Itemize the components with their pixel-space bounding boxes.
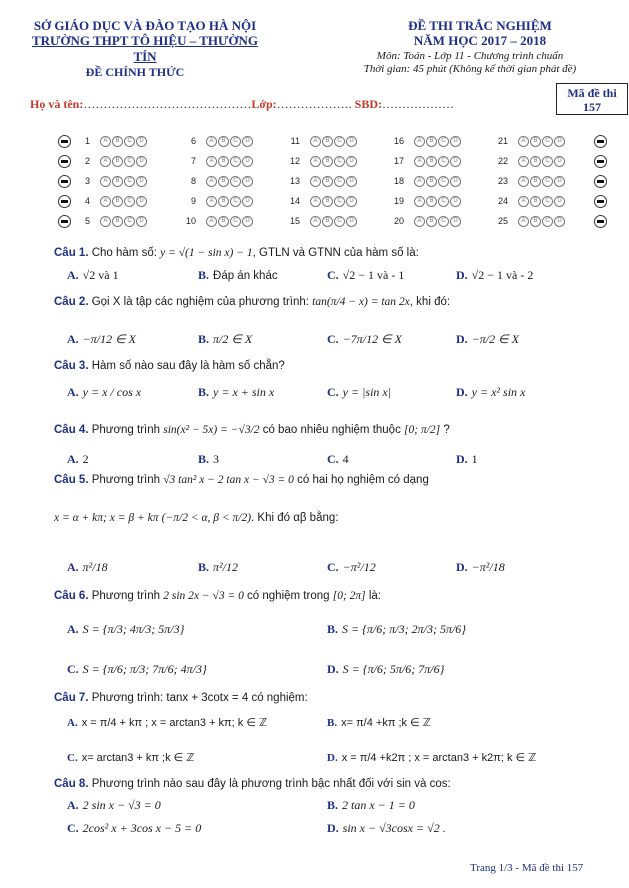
q3-option-a[interactable]: A. y = x / cos x [67, 385, 142, 399]
answer-bubble-c[interactable]: C [124, 196, 135, 207]
timing-mark-icon [594, 175, 607, 188]
answer-bubble-c[interactable]: C [542, 216, 553, 227]
answer-bubble-d[interactable]: D [136, 176, 147, 187]
answer-bubble-c[interactable]: C [438, 216, 449, 227]
answer-bubble-b[interactable]: B [218, 216, 229, 227]
q2-option-d[interactable]: D. −π/2 ∈ X [456, 332, 519, 346]
exam-code-box [556, 83, 628, 115]
answer-bubble-c[interactable]: C [124, 156, 135, 167]
timing-mark-icon [594, 215, 607, 228]
answer-bubble-d[interactable]: D [450, 156, 461, 167]
q5-option-d[interactable]: D. −π²/18 [456, 560, 505, 574]
answer-bubble-b[interactable]: B [426, 156, 437, 167]
answer-bubble-b[interactable]: B [530, 216, 541, 227]
answer-number: 17 [393, 156, 404, 166]
question-4 [54, 424, 450, 436]
answer-number: 13 [289, 176, 300, 186]
question-label: Câu 7. [54, 692, 89, 704]
q1-option-c[interactable]: C. √2 − 1 và - 1 [327, 268, 405, 282]
question-text: ? [443, 424, 450, 436]
answer-number: 4 [84, 196, 90, 206]
exam-code-label: Mã đề thi [567, 86, 617, 100]
department: SỞ GIÁO DỤC VÀ ĐÀO TẠO HÀ NỘI [33, 18, 257, 33]
question-text: có bao nhiêu nghiệm thuộc [262, 424, 401, 436]
question-text: Phương trình nào sau đây là phương trình bậc nhất đối với sin và cos: [91, 778, 451, 790]
exam-title: ĐỀ THI TRẮC NGHIỆM [408, 18, 552, 33]
question-text: Cho hàm số: [91, 247, 157, 259]
q2-expr: tan(π/4 − x) = tan 2x [312, 296, 410, 308]
answer-bubble-c[interactable]: C [230, 156, 241, 167]
answer-bubble-b[interactable]: B [426, 136, 437, 147]
q5-expr: √3 tan² x − 2 tan x − √3 = 0 [163, 474, 294, 486]
answer-number: 25 [497, 216, 508, 226]
answer-bubble-a[interactable]: A [310, 176, 321, 187]
answer-bubble-a[interactable]: A [414, 136, 425, 147]
exam-time: Thời gian: 45 phút (Không kể thời gian phát đề) [363, 63, 577, 75]
answer-bubble-c[interactable]: C [542, 196, 553, 207]
answer-bubble-d[interactable]: D [450, 176, 461, 187]
answer-bubble-c[interactable]: C [334, 156, 345, 167]
answer-bubble-b[interactable]: B [530, 196, 541, 207]
timing-mark-icon [594, 155, 607, 168]
answer-bubble-c[interactable]: C [334, 136, 345, 147]
answer-number: 22 [497, 156, 508, 166]
answer-row [58, 195, 608, 209]
answer-bubble-d[interactable]: D [242, 196, 253, 207]
q5-condition: (−π/2 < α, β < π/2) [161, 512, 252, 524]
answer-bubble-b[interactable]: B [218, 156, 229, 167]
question-label: Câu 4. [54, 424, 89, 436]
answer-bubble-b[interactable]: B [322, 136, 333, 147]
question-text: Hàm số nào sau đây là hàm số chẵn? [91, 360, 285, 372]
timing-mark-icon [58, 175, 71, 188]
answer-number: 24 [497, 196, 508, 206]
answer-bubble-c[interactable]: C [334, 196, 345, 207]
answer-number: 3 [84, 176, 90, 186]
answer-bubble-d[interactable]: D [136, 156, 147, 167]
question-3 [54, 360, 285, 372]
page-footer: Trang 1/3 - Mã đề thi 157 [470, 862, 584, 874]
answer-bubble-d[interactable]: D [554, 196, 565, 207]
answer-number: 8 [190, 176, 196, 186]
question-text: có hai họ nghiệm có dạng [297, 474, 429, 486]
answer-bubble-d[interactable]: D [450, 136, 461, 147]
answer-bubble-a[interactable]: A [100, 196, 111, 207]
q7-option-c[interactable]: C. x= arctan3 + kπ ;k ∈ ℤ [67, 752, 195, 764]
question-text: . Khi đó αβ bằng: [251, 512, 339, 524]
answer-bubble-a[interactable]: A [518, 196, 529, 207]
question-label: Câu 5. [54, 474, 89, 486]
answer-bubble-a[interactable]: A [310, 136, 321, 147]
subject: Môn: Toán - Lớp 11 - Chương trình chuẩn [376, 50, 564, 62]
student-info [30, 97, 454, 112]
answer-bubble-d[interactable]: D [242, 136, 253, 147]
answer-bubble-b[interactable]: B [112, 136, 123, 147]
answer-bubble-a[interactable]: A [518, 156, 529, 167]
answer-bubble-d[interactable]: D [346, 216, 357, 227]
answer-bubble-d[interactable]: D [136, 216, 147, 227]
answer-bubble-c[interactable]: C [438, 156, 449, 167]
answer-number: 10 [185, 216, 196, 226]
answer-number: 12 [289, 156, 300, 166]
q6-option-b[interactable]: B. S = {π/6; π/3; 2π/3; 5π/6} [327, 622, 467, 636]
answer-number: 20 [393, 216, 404, 226]
answer-bubble-a[interactable]: A [414, 196, 425, 207]
answer-bubble-d[interactable]: D [346, 136, 357, 147]
answer-number: 9 [190, 196, 196, 206]
q1-option-b[interactable]: B. Đáp án khác [198, 268, 278, 282]
answer-bubble-c[interactable]: C [230, 216, 241, 227]
answer-bubble-b[interactable]: B [112, 156, 123, 167]
answer-bubble-d[interactable]: D [554, 136, 565, 147]
question-text: có nghiệm trong [247, 590, 330, 602]
answer-bubble-a[interactable]: A [310, 216, 321, 227]
answer-bubble-a[interactable]: A [518, 176, 529, 187]
answer-bubble-b[interactable]: B [112, 196, 123, 207]
answer-bubble-a[interactable]: A [414, 176, 425, 187]
answer-bubble-b[interactable]: B [426, 196, 437, 207]
answer-bubble-a[interactable]: A [414, 216, 425, 227]
q5-option-a[interactable]: A. π²/18 [67, 560, 108, 574]
question-5 [54, 474, 429, 486]
q6-expr: 2 sin 2x − √3 = 0 [163, 590, 244, 602]
q6-option-a[interactable]: A. S = {π/3; 4π/3; 5π/3} [67, 622, 185, 636]
answer-bubble-c[interactable]: C [542, 136, 553, 147]
answer-row [58, 135, 608, 149]
answer-bubble-d[interactable]: D [136, 136, 147, 147]
answer-number: 6 [190, 136, 196, 146]
answer-bubble-d[interactable]: D [346, 196, 357, 207]
question-text: Phương trình [91, 474, 161, 486]
answer-number: 1 [84, 136, 90, 146]
question-7 [54, 692, 308, 704]
answer-bubble-a[interactable]: A [100, 216, 111, 227]
answer-row [58, 215, 608, 229]
answer-bubble-b[interactable]: B [218, 136, 229, 147]
answer-bubble-c[interactable]: C [230, 136, 241, 147]
answer-bubble-d[interactable]: D [554, 216, 565, 227]
q7-option-b[interactable]: B. x= π/4 +kπ ;k ∈ ℤ [327, 717, 431, 729]
answer-bubble-c[interactable]: C [334, 216, 345, 227]
question-text: Phương trình: tanx + 3cotx = 4 có nghiệm: [91, 692, 308, 704]
question-label: Câu 8. [54, 778, 89, 790]
question-text: Gọi X là tập các nghiệm của phương trình: [91, 296, 309, 308]
answer-bubble-a[interactable]: A [518, 216, 529, 227]
q3-option-b[interactable]: B. y = x + sin x [198, 385, 275, 399]
q6-option-d[interactable]: D. S = {π/6; 5π/6; 7π/6} [327, 662, 445, 676]
answer-bubble-d[interactable]: D [242, 156, 253, 167]
answer-bubble-d[interactable]: D [554, 176, 565, 187]
answer-bubble-a[interactable]: A [206, 196, 217, 207]
q4-option-d[interactable]: D. 1 [456, 452, 478, 466]
q8-option-a[interactable]: A. 2 sin x − √3 = 0 [67, 798, 161, 812]
timing-mark-icon [594, 135, 607, 148]
question-label: Câu 1. [54, 247, 89, 259]
question-label: Câu 6. [54, 590, 89, 602]
q1-option-a[interactable]: A. √2 và 1 [67, 268, 119, 282]
answer-bubble-a[interactable]: A [206, 176, 217, 187]
class-label: Lớp: [251, 97, 277, 111]
q6-interval: [0; 2π] [332, 590, 366, 602]
answer-bubble-c[interactable]: C [334, 176, 345, 187]
q2-option-a[interactable]: A. −π/12 ∈ X [67, 332, 136, 346]
answer-bubble-b[interactable]: B [322, 176, 333, 187]
q4-interval: [0; π/2] [404, 424, 441, 436]
q7-option-a[interactable]: A. x = π/4 + kπ ; x = arctan3 + kπ; k ∈ ℤ [67, 717, 268, 729]
answer-number: 5 [84, 216, 90, 226]
answer-bubble-b[interactable]: B [218, 176, 229, 187]
class-field[interactable]: ………………. [276, 97, 352, 111]
answer-bubble-a[interactable]: A [414, 156, 425, 167]
answer-bubble-a[interactable]: A [206, 216, 217, 227]
official-label: ĐỀ CHÍNH THỨC [85, 65, 185, 79]
answer-bubble-c[interactable]: C [230, 176, 241, 187]
answer-bubble-b[interactable]: B [112, 176, 123, 187]
answer-bubble-c[interactable]: C [542, 156, 553, 167]
answer-bubble-d[interactable]: D [450, 216, 461, 227]
sbd-field[interactable]: ……………… [382, 97, 454, 111]
answer-bubble-b[interactable]: B [426, 176, 437, 187]
q7-option-d[interactable]: D. x = π/4 +k2π ; x = arctan3 + k2π; k ∈ ℤ [327, 752, 537, 764]
answer-bubble-a[interactable]: A [100, 136, 111, 147]
answer-row [58, 175, 608, 189]
answer-bubble-c[interactable]: C [438, 136, 449, 147]
answer-bubble-b[interactable]: B [426, 216, 437, 227]
timing-mark-icon [58, 215, 71, 228]
q6-option-c[interactable]: C. S = {π/6; π/3; 7π/6; 4π/3} [67, 662, 207, 676]
answer-bubble-d[interactable]: D [346, 176, 357, 187]
answer-bubble-b[interactable]: B [322, 216, 333, 227]
q8-option-b[interactable]: B. 2 tan x − 1 = 0 [327, 798, 415, 812]
question-text: Phương trình [91, 590, 161, 602]
answer-bubble-a[interactable]: A [206, 156, 217, 167]
question-text: , GTLN và GTNN của hàm số là: [252, 247, 419, 259]
answer-bubble-b[interactable]: B [112, 216, 123, 227]
answer-bubble-b[interactable]: B [530, 136, 541, 147]
answer-number: 18 [393, 176, 404, 186]
q5-roots: x = α + kπ; x = β + kπ [54, 512, 159, 524]
timing-mark-icon [58, 135, 71, 148]
answer-bubble-b[interactable]: B [322, 156, 333, 167]
answer-bubble-a[interactable]: A [518, 136, 529, 147]
answer-bubble-d[interactable]: D [450, 196, 461, 207]
question-label: Câu 2. [54, 296, 89, 308]
q1-option-d[interactable]: D. √2 − 1 và - 2 [456, 268, 534, 282]
answer-bubble-a[interactable]: A [100, 176, 111, 187]
answer-bubble-d[interactable]: D [346, 156, 357, 167]
answer-bubble-a[interactable]: A [310, 156, 321, 167]
answer-bubble-c[interactable]: C [124, 216, 135, 227]
question-text: , khi đó: [409, 296, 451, 308]
answer-bubble-d[interactable]: D [242, 216, 253, 227]
answer-bubble-b[interactable]: B [530, 156, 541, 167]
answer-bubble-c[interactable]: C [438, 176, 449, 187]
answer-bubble-c[interactable]: C [542, 176, 553, 187]
question-1 [54, 247, 419, 259]
answer-number: 21 [497, 136, 508, 146]
answer-bubble-a[interactable]: A [310, 196, 321, 207]
answer-bubble-b[interactable]: B [530, 176, 541, 187]
q5-option-c[interactable]: C. −π²/12 [327, 560, 376, 574]
answer-bubble-d[interactable]: D [136, 196, 147, 207]
q3-option-d[interactable]: D. y = x² sin x [456, 385, 526, 399]
q1-expr: y = √(1 − sin x) − 1 [160, 247, 253, 259]
sbd-label: SBD: [354, 97, 382, 111]
q8-option-d[interactable]: D. sin x − √3cosx = √2 . [327, 821, 446, 835]
q4-option-a[interactable]: A. 2 [67, 452, 89, 466]
answer-bubble-c[interactable]: C [124, 136, 135, 147]
question-text: là: [368, 590, 381, 602]
answer-bubble-c[interactable]: C [124, 176, 135, 187]
answer-number: 19 [393, 196, 404, 206]
question-2 [54, 296, 450, 308]
name-label: Họ và tên: [30, 97, 84, 111]
answer-bubble-a[interactable]: A [206, 136, 217, 147]
answer-bubble-d[interactable]: D [554, 156, 565, 167]
answer-number: 11 [290, 136, 300, 146]
school-name: TRƯỜNG THPT TÔ HIỆU – THƯỜNG TÍN [32, 33, 258, 64]
answer-bubble-b[interactable]: B [322, 196, 333, 207]
q5-option-b[interactable]: B. π²/12 [198, 560, 238, 574]
q4-option-c[interactable]: C. 4 [327, 452, 349, 466]
answer-number: 15 [289, 216, 300, 226]
answer-bubble-c[interactable]: C [438, 196, 449, 207]
q4-option-b[interactable]: B. 3 [198, 452, 220, 466]
answer-bubble-d[interactable]: D [242, 176, 253, 187]
answer-bubble-b[interactable]: B [218, 196, 229, 207]
answer-number: 14 [289, 196, 300, 206]
q8-option-c[interactable]: C. 2cos² x + 3cos x − 5 = 0 [67, 821, 202, 835]
q2-option-c[interactable]: C. −7π/12 ∈ X [327, 332, 402, 346]
answer-number: 23 [497, 176, 508, 186]
q3-option-c[interactable]: C. y = |sin x| [327, 385, 392, 399]
answer-number: 16 [393, 136, 404, 146]
question-5-line2 [54, 512, 338, 524]
question-8 [54, 778, 451, 790]
q2-option-b[interactable]: B. π/2 ∈ X [198, 332, 253, 346]
answer-number: 7 [190, 156, 196, 166]
name-field[interactable]: …………………………………… [83, 97, 252, 111]
answer-bubble-c[interactable]: C [230, 196, 241, 207]
timing-mark-icon [58, 155, 71, 168]
question-text: Phương trình [91, 424, 161, 436]
answer-bubble-a[interactable]: A [100, 156, 111, 167]
q4-expr: sin(x² − 5x) = −√3/2 [163, 424, 260, 436]
question-label: Câu 3. [54, 360, 89, 372]
timing-mark-icon [594, 195, 607, 208]
exam-code: 157 [583, 100, 601, 114]
timing-mark-icon [58, 195, 71, 208]
question-6 [54, 590, 381, 602]
school-year: NĂM HỌC 2017 – 2018 [413, 33, 547, 48]
answer-number: 2 [84, 156, 90, 166]
answer-row [58, 155, 608, 169]
